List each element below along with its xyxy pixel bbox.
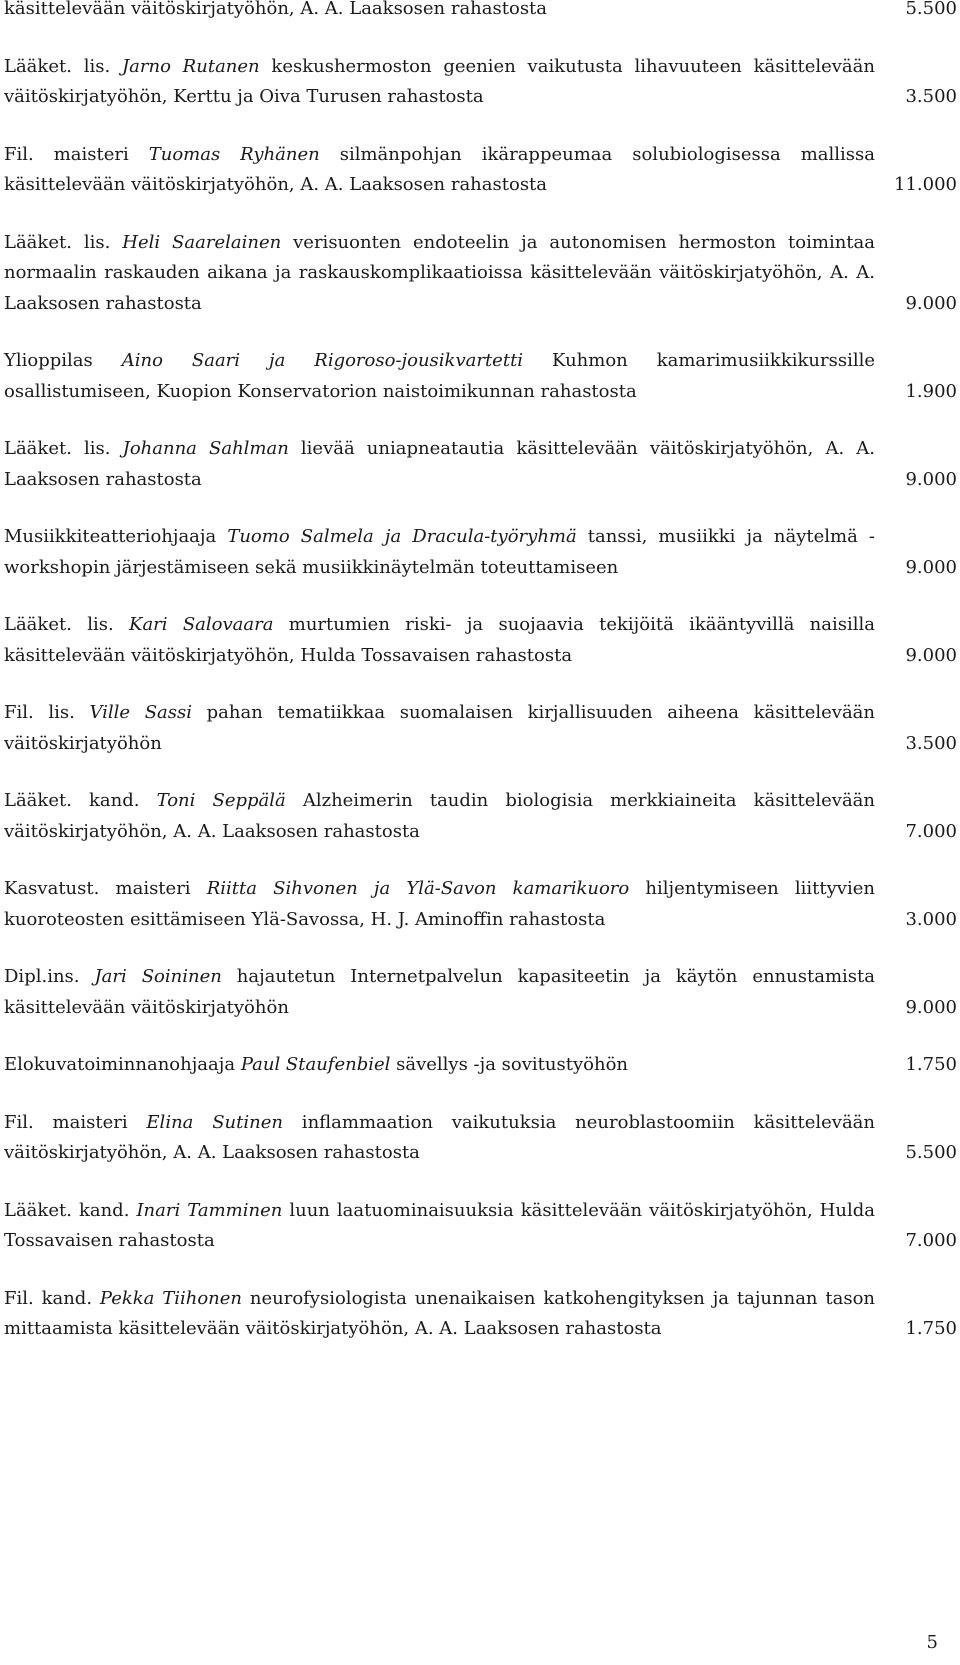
- grant-recipient: Toni Seppälä: [156, 790, 286, 811]
- grant-title-prefix: Lääket. lis.: [4, 55, 122, 77]
- grant-title-prefix: Fil. maisteri: [4, 1111, 147, 1133]
- grant-recipient: Pekka Tiihonen: [99, 1287, 243, 1309]
- grant-recipient: Elina Sutinen: [146, 1111, 283, 1133]
- grant-description: [4, 346, 957, 407]
- grant-title-prefix: Fil. maisteri: [4, 143, 149, 165]
- grant-purpose: luun laatuominaisuuksia käsittelevään väitöskirjatyöhön, Hulda Tossavaisen rahastosta: [4, 1199, 875, 1251]
- grant-title-prefix: Lääket. lis.: [4, 231, 123, 253]
- grant-title-prefix: Lääket. lis.: [4, 438, 123, 459]
- grant-entry: [4, 0, 957, 25]
- grant-purpose: hiljentymiseen liittyvien kuoroteosten esittämiseen Ylä-Savossa, H. J. Aminoffin rahastosta: [4, 878, 875, 930]
- grant-purpose: lievää uniapneatautia käsittelevään väitöskirjatyöhön, A. A. Laaksosen rahastosta: [4, 438, 875, 490]
- grant-amount: 9.000: [905, 292, 957, 314]
- grant-recipient: Jarno Rutanen: [121, 55, 260, 77]
- grant-entry: [4, 228, 957, 320]
- grant-title-prefix: Musiikkiteatteriohjaaja: [4, 526, 228, 547]
- grant-recipient: Aino Saari ja Rigoroso-jousikvartetti: [121, 350, 524, 371]
- grant-amount: 1.750: [905, 1318, 957, 1339]
- grant-title-prefix: Dipl.ins.: [4, 966, 95, 987]
- grant-purpose: neurofysiologista unenaikaisen katkohengityksen ja tajunnan tason mittaamista käsittelevään väitöskirjatyöhön, A. A. Laaksosen rahastosta: [4, 1287, 876, 1339]
- grant-purpose: inflammaation vaikutuksia neuroblastoomiin käsittelevään väitöskirjatyöhön, A. A. Laaksosen rahastosta: [4, 1111, 875, 1163]
- grant-entry: [4, 962, 957, 1023]
- grant-amount: 5.500: [905, 1142, 957, 1163]
- grant-entry: [4, 1108, 957, 1169]
- grant-recipient: Tuomas Ryhänen: [148, 143, 320, 165]
- grant-purpose: verisuonten endoteelin ja autonomisen hermoston toimintaa normaalin raskauden aikana ja raskauskomplikaatioissa käsittelevään väitöskirjatyöhön, A. A. Laaksosen rahastosta: [4, 231, 875, 314]
- grant-amount: 9.000: [905, 556, 957, 578]
- grant-recipient: Tuomo Salmela ja Dracula-työryhmä: [227, 526, 577, 547]
- grant-title-prefix: Elokuvatoiminnanohjaaja: [4, 1054, 241, 1075]
- grant-entry: [4, 610, 957, 671]
- grant-entry: [4, 1050, 957, 1081]
- grant-entry: [4, 140, 957, 201]
- grant-amount: 3.000: [905, 908, 957, 930]
- grant-title-prefix: Fil. kand.: [4, 1287, 100, 1309]
- grant-entry: [4, 346, 957, 407]
- grant-purpose: sävellys -ja sovitustyöhön: [390, 1054, 629, 1075]
- grant-amount: 1.900: [905, 380, 957, 402]
- grant-amount: 7.000: [905, 820, 957, 842]
- grant-recipient: Inari Tamminen: [136, 1199, 283, 1221]
- grant-amount: 3.500: [905, 86, 957, 107]
- grant-purpose: keskushermoston geenien vaikutusta lihavuuteen käsittelevään väitöskirjatyöhön, Kerttu ja Oiva Turusen rahastosta: [4, 55, 875, 107]
- grant-description: [4, 1108, 957, 1169]
- grant-recipient: Ville Sassi: [89, 702, 192, 723]
- grant-amount: 7.000: [905, 1230, 957, 1251]
- grant-title-prefix: Lääket. kand.: [4, 790, 157, 811]
- grant-recipient: Paul Staufenbiel: [240, 1054, 391, 1075]
- grant-entry: [4, 1284, 957, 1345]
- grant-title-prefix: Fil. lis.: [4, 702, 90, 723]
- grant-description: [4, 962, 957, 1023]
- grant-amount: 9.000: [905, 996, 957, 1018]
- grant-description: [4, 228, 957, 320]
- grant-description: [4, 1050, 957, 1081]
- grant-recipient: Johanna Sahlman: [122, 438, 289, 459]
- grant-recipient: Jari Soininen: [94, 966, 222, 987]
- grant-title-prefix: Lääket. lis.: [4, 614, 129, 635]
- grant-entry: [4, 786, 957, 847]
- grant-entry: [4, 874, 957, 935]
- grant-title-prefix: Ylioppilas: [4, 350, 122, 371]
- grant-recipient: Heli Saarelainen: [122, 231, 282, 253]
- grant-purpose: silmänpohjan ikärappeumaa solubiologisessa mallissa käsittelevään väitöskirjatyöhön, A. A. Laaksosen rahastosta: [4, 143, 875, 195]
- grant-amount: 9.000: [905, 644, 957, 666]
- grant-purpose: murtumien riski- ja suojaavia tekijöitä ikääntyvillä naisilla käsittelevään väitöskirjatyöhön, Hulda Tossavaisen rahastosta: [4, 614, 876, 666]
- grant-entry: [4, 434, 957, 495]
- grant-amount: 5.500: [905, 0, 957, 19]
- grant-description: [4, 610, 957, 671]
- grant-amount: 1.750: [905, 1054, 957, 1075]
- grant-recipient: Riitta Sihvonen ja Ylä-Savon kamarikuoro: [206, 878, 630, 899]
- page-number: 5: [926, 1632, 938, 1653]
- grant-entry: [4, 52, 957, 113]
- grant-entry: [4, 698, 957, 759]
- grant-description: [4, 522, 957, 583]
- grant-description: [4, 1196, 957, 1257]
- grant-entry: [4, 1196, 957, 1257]
- grant-purpose: Alzheimerin taudin biologisia merkkiaineita käsittelevään väitöskirjatyöhön, A. A. Laaksosen rahastosta: [4, 790, 875, 842]
- grant-description: [4, 52, 957, 113]
- grant-description: [4, 874, 957, 935]
- grant-purpose: hajautetun Internetpalvelun kapasiteetin ja käytön ennustamista käsittelevään väitöskirjatyöhön: [4, 966, 875, 1018]
- grant-amount: 11.000: [894, 174, 957, 195]
- grant-entry: [4, 522, 957, 583]
- grant-purpose: tanssi, musiikki ja näytelmä -workshopin järjestämiseen sekä musiikkinäytelmän toteuttamiseen: [4, 526, 876, 578]
- grant-purpose: Kuhmon kamarimusiikkikurssille osallistumiseen, Kuopion Konservatorion naistoimikunnan rahastosta: [4, 350, 876, 402]
- grant-list: [4, 0, 957, 1372]
- grant-recipient: Kari Salovaara: [129, 614, 274, 635]
- grant-description: [4, 786, 957, 847]
- grant-title-prefix: Kasvatust. maisteri: [4, 878, 207, 899]
- grant-description: [4, 1284, 957, 1345]
- grant-purpose: pahan tematiikkaa suomalaisen kirjallisuuden aiheena käsittelevään väitöskirjatyöhön: [4, 702, 876, 754]
- grant-description: [4, 698, 957, 759]
- grant-description: [4, 140, 957, 201]
- grant-description: [4, 434, 957, 495]
- grant-purpose: käsittelevään väitöskirjatyöhön, A. A. Laaksosen rahastosta: [4, 0, 548, 19]
- grant-amount: 3.500: [905, 732, 957, 754]
- grant-description: [4, 0, 957, 25]
- grant-title-prefix: Lääket. kand.: [4, 1199, 137, 1221]
- grant-amount: 9.000: [905, 468, 957, 490]
